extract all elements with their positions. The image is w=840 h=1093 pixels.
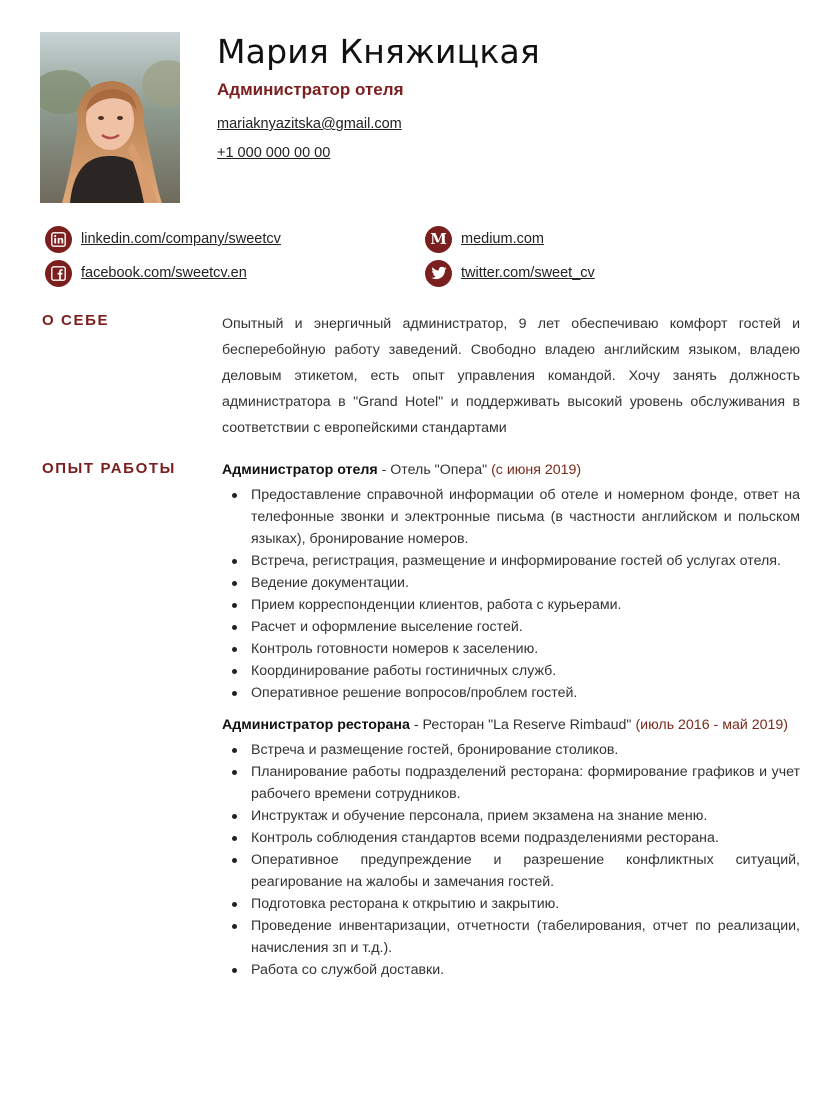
job-header xyxy=(222,714,800,736)
experience-section xyxy=(222,459,800,981)
list-item: Встреча и размещение гостей, бронирование столиков. xyxy=(222,739,800,761)
list-item: Предоставление справочной информации об отеле и номерном фонде, ответ на телефонные звонки и электронные письма (в частности английском и польском языках), бронирование номеров. xyxy=(222,484,800,550)
profile-photo xyxy=(40,32,180,203)
list-item: Работа со службой доставки. xyxy=(222,959,800,981)
linkedin-icon xyxy=(45,226,72,253)
job-separator: - xyxy=(377,462,391,478)
list-item: Прием корреспонденции клиентов, работа с курьерами. xyxy=(222,594,800,616)
job-position: Администратор ресторана xyxy=(222,717,410,733)
facebook-icon xyxy=(45,260,72,287)
list-item: Оперативное предупреждение и разрешение конфликтных ситуаций, реагирование на жалобы и замечания гостей. xyxy=(222,849,800,893)
phone-link[interactable]: +1 000 000 00 00 xyxy=(217,145,331,161)
list-item: Проведение инвентаризации, отчетности (табелирования, отчет по реализации, начисления зп и т.д.). xyxy=(222,915,800,959)
social-facebook[interactable] xyxy=(45,259,247,287)
list-item: Ведение документации. xyxy=(222,572,800,594)
twitter-icon xyxy=(425,260,452,287)
medium-link[interactable]: medium.com xyxy=(461,231,544,247)
list-item: Расчет и оформление выселение гостей. xyxy=(222,616,800,638)
list-item: Контроль готовности номеров к заселению. xyxy=(222,638,800,660)
full-name: Мария Княжицкая xyxy=(217,32,540,71)
job-duties xyxy=(222,739,800,981)
social-links xyxy=(45,225,805,287)
job-date: (с июня 2019) xyxy=(491,462,582,478)
email-link[interactable]: mariaknyazitska@gmail.com xyxy=(217,116,402,132)
list-item: Встреча, регистрация, размещение и информирование гостей об услугах отеля. xyxy=(222,550,800,572)
list-item: Контроль соблюдения стандартов всеми подразделениями ресторана. xyxy=(222,827,800,849)
about-heading: О СЕБЕ xyxy=(42,312,110,329)
job-entry xyxy=(222,459,800,704)
job-position: Администратор отеля xyxy=(222,462,378,478)
job-title: Администратор отеля xyxy=(217,80,404,99)
job-duties xyxy=(222,484,800,704)
about-text: Опытный и энергичный администратор, 9 лет обеспечиваю комфорт гостей и бесперебойную работу заведений. Свободно владею английским языком, владею деловым этикетом, есть опыт управления командой. Хочу занять должность администратора в "Grand Hotel" и поддерживать высокий уровень обслуживания в соответствии с европейскими стандартами xyxy=(222,316,800,436)
list-item: Инструктаж и обучение персонала, прием экзамена на знание меню. xyxy=(222,805,800,827)
social-twitter[interactable] xyxy=(425,259,595,287)
header xyxy=(217,32,540,163)
job-header xyxy=(222,459,800,481)
facebook-link[interactable]: facebook.com/sweetcv.en xyxy=(81,265,247,281)
experience-heading: ОПЫТ РАБОТЫ xyxy=(42,460,176,477)
twitter-link[interactable]: twitter.com/sweet_cv xyxy=(461,265,595,281)
job-company: Отель "Опера" xyxy=(390,462,488,478)
medium-icon: M xyxy=(425,226,452,253)
list-item: Подготовка ресторана к открытию и закрытию. xyxy=(222,893,800,915)
job-separator: - xyxy=(409,717,423,733)
list-item: Планирование работы подразделений ресторана: формирование графиков и учет рабочего времени сотрудников. xyxy=(222,761,800,805)
job-date: (июль 2016 - май 2019) xyxy=(635,717,788,733)
list-item: Координирование работы гостиничных служб. xyxy=(222,660,800,682)
linkedin-link[interactable]: linkedin.com/company/sweetcv xyxy=(81,231,281,247)
social-linkedin[interactable] xyxy=(45,225,281,253)
social-medium[interactable] xyxy=(425,225,544,253)
job-entry xyxy=(222,714,800,981)
job-company: Ресторан "La Reserve Rimbaud" xyxy=(422,717,632,733)
list-item: Оперативное решение вопросов/проблем гостей. xyxy=(222,682,800,704)
